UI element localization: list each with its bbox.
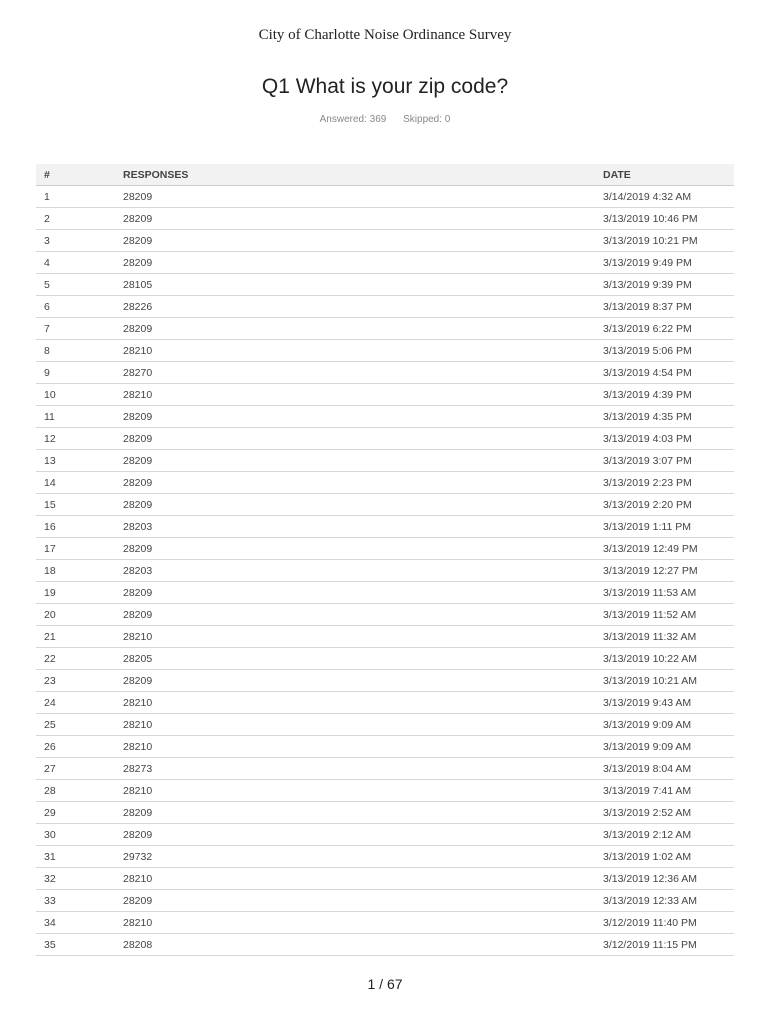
table-row [36,186,734,208]
cell-response: 28209 [123,318,599,340]
cell-response: 28209 [123,406,599,428]
cell-number: 13 [36,450,123,472]
cell-date: 3/13/2019 11:53 AM [599,582,734,604]
table-row [36,736,734,758]
table-row [36,560,734,582]
table-row [36,780,734,802]
cell-number: 2 [36,208,123,230]
table-row [36,692,734,714]
table-row [36,670,734,692]
cell-number: 9 [36,362,123,384]
cell-response: 28203 [123,560,599,582]
table-row [36,516,734,538]
table-row [36,626,734,648]
cell-number: 10 [36,384,123,406]
cell-response: 28209 [123,802,599,824]
cell-date: 3/13/2019 6:22 PM [599,318,734,340]
cell-response: 28209 [123,494,599,516]
table-row [36,890,734,912]
cell-number: 20 [36,604,123,626]
table-row [36,604,734,626]
cell-response: 28210 [123,912,599,934]
cell-response: 28209 [123,208,599,230]
cell-number: 32 [36,868,123,890]
cell-response: 28209 [123,252,599,274]
column-header-date: DATE [599,164,734,186]
cell-date: 3/13/2019 11:32 AM [599,626,734,648]
cell-response: 28209 [123,538,599,560]
cell-date: 3/13/2019 4:35 PM [599,406,734,428]
cell-number: 33 [36,890,123,912]
cell-response: 28209 [123,450,599,472]
table-row [36,582,734,604]
cell-date: 3/12/2019 11:40 PM [599,912,734,934]
table-row [36,714,734,736]
cell-number: 3 [36,230,123,252]
cell-response: 28209 [123,582,599,604]
cell-number: 29 [36,802,123,824]
table-row [36,340,734,362]
document-header: City of Charlotte Noise Ordinance Survey [258,27,512,43]
table-row [36,384,734,406]
cell-date: 3/13/2019 12:49 PM [599,538,734,560]
cell-number: 23 [36,670,123,692]
table-row [36,406,734,428]
table-row [36,802,734,824]
cell-number: 4 [36,252,123,274]
cell-response: 28210 [123,384,599,406]
skipped-count: Skipped: 0 [403,114,451,125]
cell-date: 3/13/2019 4:03 PM [599,428,734,450]
cell-date: 3/13/2019 8:04 AM [599,758,734,780]
cell-response: 28210 [123,626,599,648]
cell-response: 28210 [123,340,599,362]
table-row [36,428,734,450]
cell-response: 28203 [123,516,599,538]
cell-date: 3/13/2019 9:39 PM [599,274,734,296]
cell-date: 3/13/2019 7:41 AM [599,780,734,802]
cell-date: 3/13/2019 2:12 AM [599,824,734,846]
cell-response: 28209 [123,890,599,912]
cell-response: 28209 [123,824,599,846]
cell-date: 3/14/2019 4:32 AM [599,186,734,208]
table-row [36,230,734,252]
cell-date: 3/13/2019 9:49 PM [599,252,734,274]
table-row [36,538,734,560]
cell-date: 3/13/2019 2:52 AM [599,802,734,824]
table-row [36,846,734,868]
cell-number: 17 [36,538,123,560]
cell-response: 28210 [123,868,599,890]
cell-number: 5 [36,274,123,296]
cell-number: 1 [36,186,123,208]
cell-response: 28105 [123,274,599,296]
cell-number: 25 [36,714,123,736]
cell-number: 26 [36,736,123,758]
cell-response: 28270 [123,362,599,384]
cell-number: 35 [36,934,123,956]
cell-response: 28210 [123,714,599,736]
cell-date: 3/13/2019 10:21 AM [599,670,734,692]
cell-response: 28209 [123,186,599,208]
cell-date: 3/13/2019 10:22 AM [599,648,734,670]
cell-response: 28226 [123,296,599,318]
cell-response: 29732 [123,846,599,868]
cell-date: 3/13/2019 2:23 PM [599,472,734,494]
cell-number: 21 [36,626,123,648]
table-row [36,208,734,230]
table-header-row [36,164,734,186]
cell-response: 28209 [123,604,599,626]
table-row [36,758,734,780]
cell-date: 3/13/2019 4:54 PM [599,362,734,384]
cell-number: 8 [36,340,123,362]
cell-date: 3/13/2019 1:11 PM [599,516,734,538]
cell-date: 3/13/2019 9:09 AM [599,736,734,758]
cell-date: 3/13/2019 3:07 PM [599,450,734,472]
cell-number: 27 [36,758,123,780]
cell-date: 3/13/2019 9:09 AM [599,714,734,736]
cell-date: 3/12/2019 11:15 PM [599,934,734,956]
cell-response: 28210 [123,780,599,802]
table-row [36,868,734,890]
cell-date: 3/13/2019 10:21 PM [599,230,734,252]
cell-response: 28209 [123,230,599,252]
table-row [36,318,734,340]
cell-number: 16 [36,516,123,538]
table-row [36,450,734,472]
table-row [36,934,734,956]
cell-number: 24 [36,692,123,714]
table-row [36,252,734,274]
table-row [36,648,734,670]
cell-number: 34 [36,912,123,934]
cell-number: 30 [36,824,123,846]
table-row [36,296,734,318]
cell-number: 7 [36,318,123,340]
cell-date: 3/13/2019 4:39 PM [599,384,734,406]
responses-table [36,164,734,956]
table-row [36,274,734,296]
column-header-number: # [36,164,123,186]
cell-number: 12 [36,428,123,450]
response-stats [0,114,770,125]
table-row [36,824,734,846]
cell-date: 3/13/2019 12:27 PM [599,560,734,582]
cell-date: 3/13/2019 5:06 PM [599,340,734,362]
cell-date: 3/13/2019 1:02 AM [599,846,734,868]
table-row [36,472,734,494]
cell-response: 28210 [123,692,599,714]
cell-number: 28 [36,780,123,802]
answered-count: Answered: 369 [319,114,387,125]
page-number: 1 / 67 [367,976,403,992]
cell-number: 22 [36,648,123,670]
question-title: Q1 What is your zip code? [261,75,509,98]
cell-number: 11 [36,406,123,428]
cell-response: 28205 [123,648,599,670]
cell-date: 3/13/2019 10:46 PM [599,208,734,230]
cell-number: 14 [36,472,123,494]
cell-number: 31 [36,846,123,868]
cell-date: 3/13/2019 8:37 PM [599,296,734,318]
cell-response: 28209 [123,428,599,450]
cell-date: 3/13/2019 12:33 AM [599,890,734,912]
cell-response: 28210 [123,736,599,758]
cell-number: 6 [36,296,123,318]
table-row [36,494,734,516]
cell-response: 28209 [123,472,599,494]
cell-date: 3/13/2019 2:20 PM [599,494,734,516]
cell-number: 15 [36,494,123,516]
cell-response: 28208 [123,934,599,956]
cell-number: 18 [36,560,123,582]
cell-date: 3/13/2019 9:43 AM [599,692,734,714]
table-row [36,362,734,384]
cell-date: 3/13/2019 11:52 AM [599,604,734,626]
table-row [36,912,734,934]
cell-number: 19 [36,582,123,604]
cell-response: 28209 [123,670,599,692]
column-header-responses: RESPONSES [123,164,599,186]
cell-date: 3/13/2019 12:36 AM [599,868,734,890]
cell-response: 28273 [123,758,599,780]
